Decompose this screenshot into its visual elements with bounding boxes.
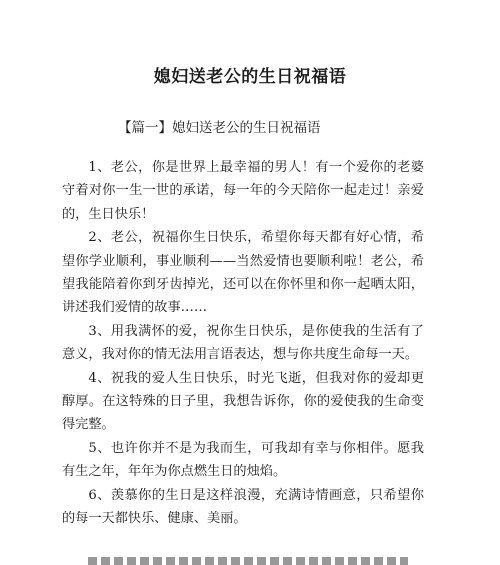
section-heading: 【篇一】媳妇送老公的生日祝福语 — [118, 120, 321, 136]
partial-text-line — [88, 557, 408, 565]
cut-off-text-line — [62, 553, 424, 565]
paragraph-6: 6、羡慕你的生日是这样浪漫，充满诗情画意，只希望你的每一天都快乐、健康、美丽。 — [62, 487, 424, 527]
paragraph-2: 2、老公，祝福你生日快乐，希望你每天都有好心情，希望你学业顺利，事业顺利——当然爱情也要顺利啦！老公，希望我能陪着你到牙齿掉光，还可以在你怀里和你一起晒太阳，讲述我们爱情的故事…… — [62, 230, 424, 316]
paragraph-5: 5、也许你并不是为我而生，可我却有幸与你相伴。愿我有生之年，年年为你点燃生日的烛焰。 — [62, 440, 424, 480]
paragraph-1: 1、老公，你是世界上最幸福的男人！有一个爱你的老婆守着对你一生一世的承诺，每一年的今天陪你一起走过！亲爱的，生日快乐！ — [62, 160, 424, 222]
paragraph-3: 3、用我满怀的爱，祝你生日快乐，是你使我的生活有了意义，我对你的情无法用言语表达，想与你共度生命每一天。 — [62, 323, 424, 363]
paragraph-4: 4、祝我的爱人生日快乐，时光飞逝，但我对你的爱却更醇厚。在这特殊的日子里，我想告诉你，你的爱使我的生命变得完整。 — [62, 370, 424, 433]
document-title: 媳妇送老公的生日祝福语 — [153, 67, 347, 87]
document-body — [62, 156, 424, 531]
